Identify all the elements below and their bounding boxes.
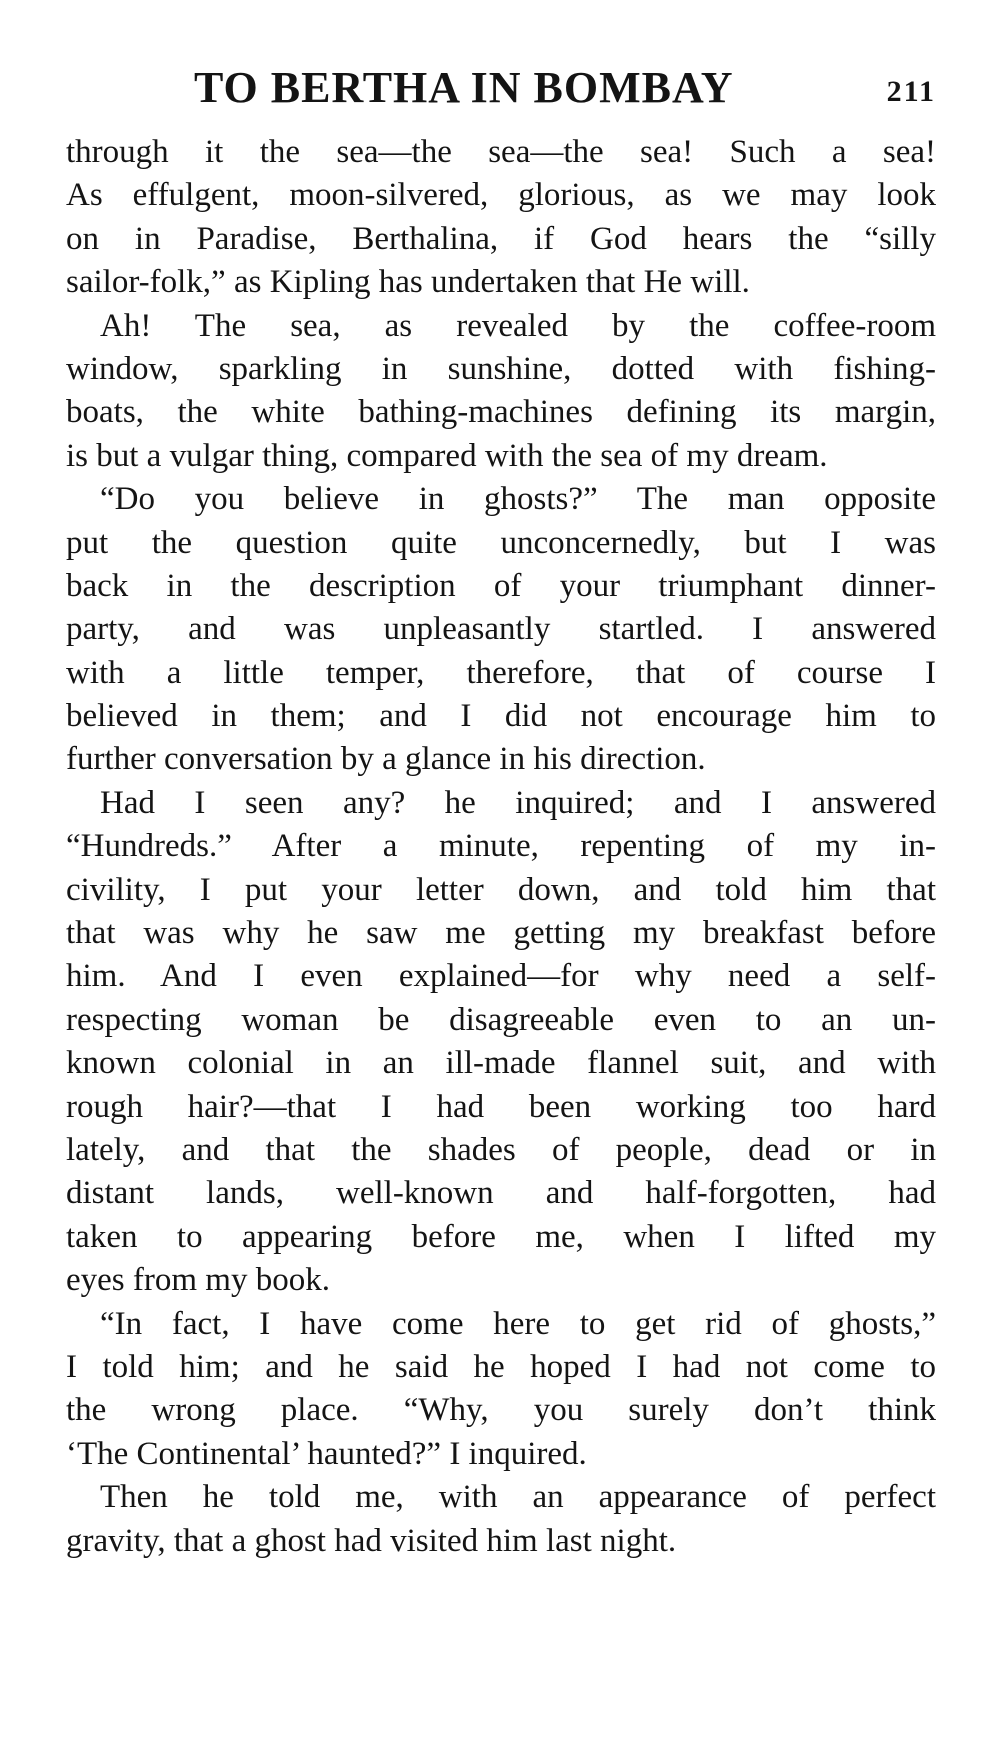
text-line: Had I seen any? he inquired; and I answered [100,784,936,821]
running-head [66,60,936,116]
running-title: TO BERTHA IN BOMBAY [194,63,734,112]
text-line: known colonial in an ill-made flannel suit, and with [66,1045,936,1082]
text-line: “In fact, I have come here to get rid of ghosts,” [100,1305,936,1342]
paragraph [66,1303,936,1477]
text-line: lately, and that the shades of people, dead or in [66,1131,936,1168]
text-line: Ah! The sea, as revealed by the coffee-room [100,307,936,344]
text-line: him. And I even explained—for why need a self- [66,958,936,995]
text-line: ‘The Continental’ haunted?” I inquired. [66,1435,587,1472]
text-line: civility, I put your letter down, and told him that [66,871,936,908]
text-line: distant lands, well-known and half-forgotten, had [66,1175,936,1212]
paragraph [66,131,936,305]
text-line: window, sparkling in sunshine, dotted with fishing- [66,350,936,387]
paragraph [66,305,936,479]
text-line: that was why he saw me getting my breakfast before [66,915,936,952]
paragraph [66,1476,936,1563]
text-line: “Hundreds.” After a minute, repenting of my in- [66,828,936,865]
text-line: taken to appearing before me, when I lifted my [66,1218,936,1255]
text-line: put the question quite unconcernedly, but I was [66,524,936,561]
text-line: further conversation by a glance in his direction. [66,741,706,778]
text-line: I told him; and he said he hoped I had not come to [66,1348,936,1385]
paragraph [66,478,936,782]
text-line: the wrong place. “Why, you surely don’t think [66,1392,936,1429]
text-line: on in Paradise, Berthalina, if God hears the “silly [66,220,936,257]
text-line: through it the sea—the sea—the sea! Such a sea! [66,134,936,170]
text-line: back in the description of your triumphant dinner- [66,567,936,604]
text-line: As effulgent, moon-silvered, glorious, as we may look [66,177,936,214]
paragraph [66,782,936,1303]
text-line: gravity, that a ghost had visited him last night. [66,1522,677,1559]
text-line: party, and was unpleasantly startled. I answered [66,611,936,648]
text-line: rough hair?—that I had been working too hard [66,1088,936,1125]
text-line: believed in them; and I did not encourage him to [66,698,936,735]
body-text [66,131,936,1563]
text-line: respecting woman be disagreeable even to an un- [66,1001,936,1038]
text-line: boats, the white bathing-machines defining its margin, [66,394,936,431]
page-number: 211 [886,75,936,108]
text-line: “Do you believe in ghosts?” The man opposite [100,481,936,518]
text-line: is but a vulgar thing, compared with the sea of my dream. [66,437,828,474]
text-line: with a little temper, therefore, that of course I [66,654,936,691]
text-line: Then he told me, with an appearance of perfect [100,1479,936,1516]
text-line: eyes from my book. [66,1262,330,1299]
text-line: sailor-folk,” as Kipling has undertaken that He will. [66,264,750,301]
